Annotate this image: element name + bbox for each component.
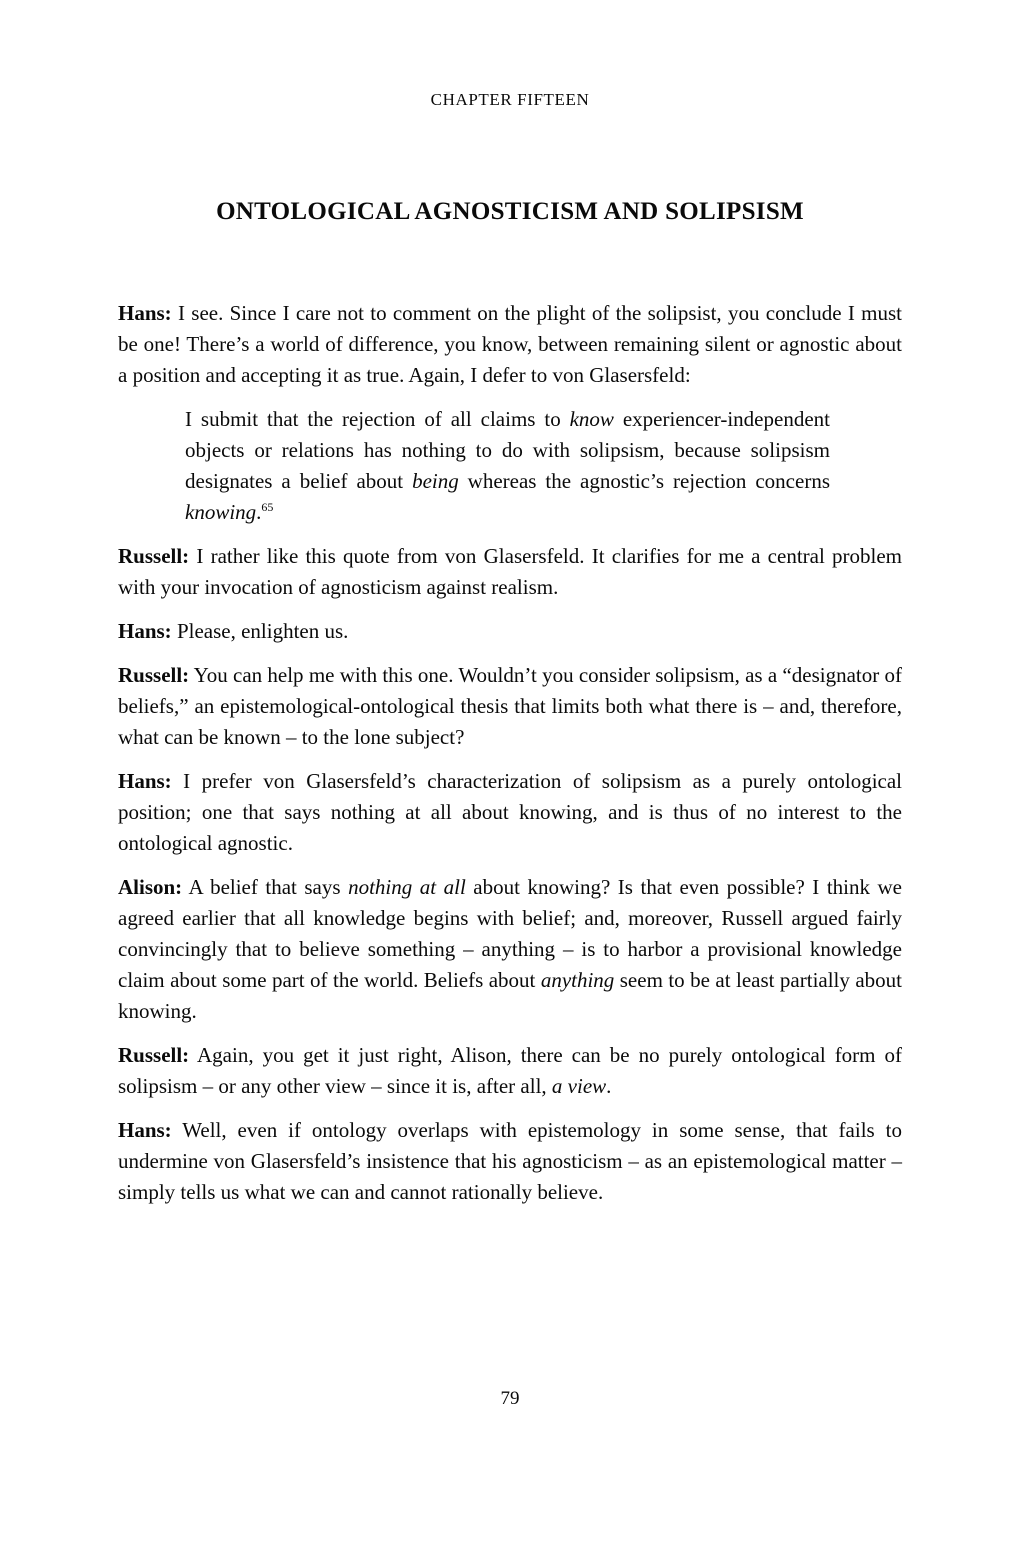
speaker-label: Hans: (118, 1118, 172, 1143)
text-run: Well, even if ontology overlaps with epistemology in some sense, that fails to undermine von Glasersfeld’s insistence that his agnosticism – as an epistemological matter – simply tells us what we can and cannot rationally believe. (118, 1118, 902, 1205)
speaker-label: Hans: (118, 619, 172, 644)
text-run: Please, enlighten us. (171, 619, 349, 644)
italic-text: nothing at all (348, 875, 466, 900)
footnote-ref: 65 (261, 500, 274, 515)
dialogue-paragraph (118, 541, 902, 603)
text-run: whereas the agnostic’s rejection concerns (458, 469, 830, 494)
dialogue-container (0, 298, 1020, 1208)
text-run: You can help me with this one. Wouldn’t you consider solipsism, as a “designator of beliefs,” an epistemological-ontological thesis that limits both what there is – and, therefore, what can be known – to the lone subject? (118, 663, 902, 750)
speaker-label: Hans: (118, 769, 172, 794)
chapter-title: ONTOLOGICAL AGNOSTICISM AND SOLIPSISM (216, 198, 804, 226)
dialogue-paragraph (118, 660, 902, 753)
italic-text: anything (540, 968, 615, 993)
dialogue-paragraph (118, 1040, 902, 1102)
speaker-label: Russell: (118, 544, 190, 569)
text-run: I rather like this quote from von Glasersfeld. It clarifies for me a central problem with your invocation of agnosticism against realism. (118, 544, 902, 600)
text-run: I see. Since I care not to comment on the plight of the solipsist, you conclude I must be one! There’s a world of difference, you know, between remaining silent or agnostic about a position and accepting it as true. Again, I defer to von Glasersfeld: (118, 301, 902, 388)
italic-text: know (569, 407, 614, 432)
speaker-label: Alison: (118, 875, 183, 900)
italic-text: being (412, 469, 459, 494)
italic-text: knowing (185, 500, 257, 525)
text-run: . (256, 500, 262, 525)
text-run: about knowing? Is that even possible? I think we agreed earlier that all knowledge begins with belief; and, moreover, Russell argued fairly convincingly that to believe something – anything – is to harbor a provisional knowledge claim about some part of the world. Beliefs about (118, 875, 902, 993)
text-run: A belief that says (182, 875, 349, 900)
dialogue-paragraph (118, 616, 902, 647)
dialogue-paragraph (118, 1115, 902, 1208)
text-run: I submit that the rejection of all claims to (185, 407, 570, 432)
dialogue-paragraph (118, 298, 902, 391)
running-head: CHAPTER FIFTEEN (430, 90, 590, 109)
speaker-label: Russell: (118, 663, 190, 688)
text-run: seem to be at least partially about knowing. (118, 968, 902, 1024)
speaker-label: Hans: (118, 301, 172, 326)
block-quote (185, 404, 830, 528)
text-run: . (606, 1074, 612, 1099)
text-run: experiencer-independent objects or relations has nothing to do with solipsism, because solipsism designates a belief about (185, 407, 830, 494)
dialogue-paragraph (118, 872, 902, 1027)
speaker-label: Russell: (118, 1043, 190, 1068)
page-number: 79 (500, 1388, 520, 1409)
text-run: Again, you get it just right, Alison, there can be no purely ontological form of solipsism – or any other view – since it is, after all, (118, 1043, 902, 1099)
dialogue-paragraph (118, 766, 902, 859)
italic-text: a view (551, 1074, 607, 1099)
text-run: I prefer von Glasersfeld’s characterization of solipsism as a purely ontological position; one that says nothing at all about knowing, and is thus of no interest to the ontological agnostic. (118, 769, 902, 856)
